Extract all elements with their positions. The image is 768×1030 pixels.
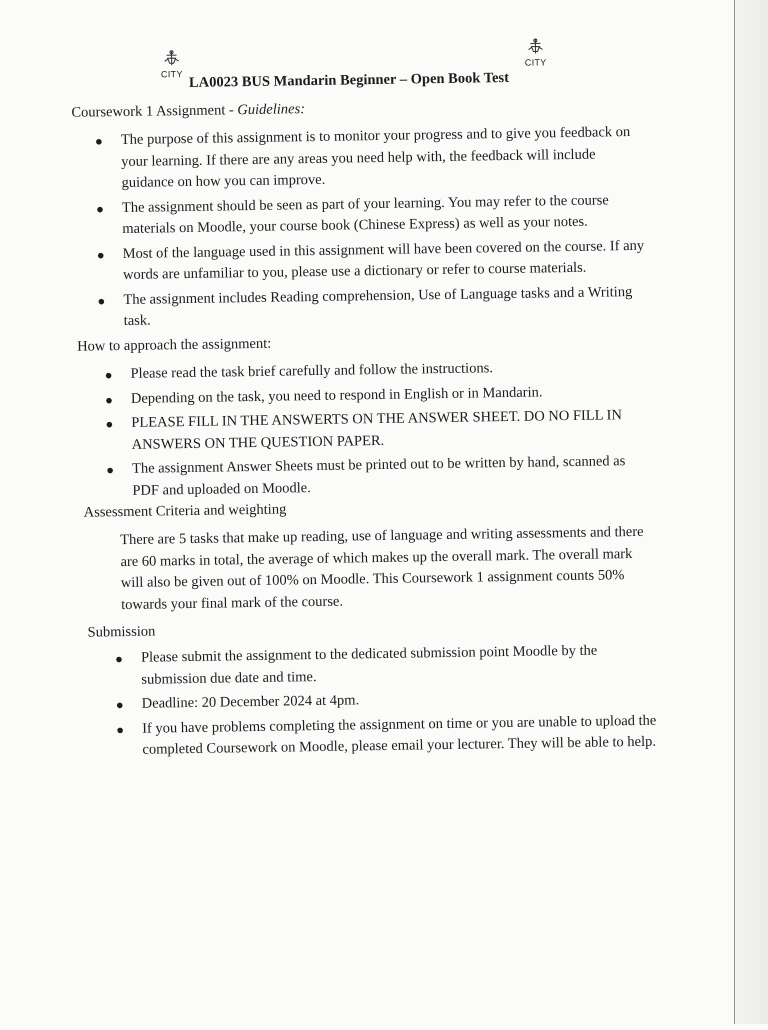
logo-text: CITY [524,57,547,68]
assessment-paragraph: There are 5 tasks that make up reading, use of language and writing assessments and there are 60 marks in total, the average of which makes up the overall mark. The overall mark will also be given out of 100% on Moodle. This Coursework 1 assignment counts 50% towards your final mark of the course. [120,523,644,613]
list-item-text: Deadline: 20 December 2024 at 4pm. [141,692,360,712]
city-logo-left [158,49,185,83]
bullet-icon: ● [96,246,105,262]
list-item [112,640,661,692]
list-item-text: Depending on the task, you need to respond in English or in Mandarin. [130,383,543,407]
city-logo-right [522,37,549,71]
submission-heading: Submission [87,623,156,641]
approach-list [101,356,655,506]
list-item-text: If you have problems completing the assignment on time or you are unable to upload the completed Coursework on Moodle, please email your lecturer. They will be able to help. [142,712,657,758]
list-item-text: PLEASE FILL IN THE ANSWERTS ON THE ANSWER SHEET. DO NO FILL IN ANSWERS ON THE QUESTION PAPER. [131,407,623,453]
list-item [113,710,662,762]
bullet-icon: ● [106,462,115,478]
bullet-icon: ● [115,697,124,713]
list-item-text: The assignment includes Reading comprehension, Use of Language tasks and a Writing task. [123,283,633,330]
list-item-text: The assignment should be seen as part of your learning. You may refer to the course materials on Moodle, your course book (Chinese Express) as well as your notes. [121,191,609,238]
crest-icon [158,49,184,69]
list-item-text: The assignment Answer Sheets must be printed out to be written by hand, scanned as PDF and uploaded on Moodle. [131,453,626,499]
bullet-icon: ● [104,391,113,407]
bullet-icon: ● [94,133,103,149]
list-item-text: Most of the language used in this assignment will have been covered on the course. If any words are unfamiliar to you, please use a dictionary or refer to course materials. [122,237,645,284]
bullet-icon: ● [114,651,124,667]
list-item-text: The purpose of this assignment is to monitor your progress and to give you feedback on your learning. If there are any areas you need help with, the feedback will include guidance on how you can improve. [120,124,631,192]
bullet-icon: ● [95,200,104,216]
approach-heading: How to approach the assignment: [77,335,272,355]
crest-icon [522,37,548,57]
list-item [92,122,649,195]
assessment-heading: Assessment Criteria and weighting [83,501,287,521]
guidelines-heading-italic: Guidelines: [237,101,306,119]
guidelines-heading [71,101,305,122]
list-item-text: Please read the task brief carefully and follow the instructions. [130,360,494,382]
list-item [94,235,651,287]
list-item [94,281,651,333]
list-item [93,189,650,241]
document-header [154,41,555,97]
bullet-icon: ● [105,416,114,432]
list-item [102,405,655,457]
logo-text: CITY [160,69,183,80]
bullet-icon: ● [116,721,125,737]
list-item [103,451,656,503]
submission-list [112,640,662,765]
document-title: LA0023 BUS Mandarin Beginner – Open Book Test [188,69,510,91]
guidelines-list [92,122,651,336]
guidelines-heading-prefix: Coursework 1 Assignment - [71,102,238,121]
bullet-icon: ● [97,292,106,308]
list-item-text: Please submit the assignment to the dedicated submission point Moodle by the submission due date and time. [140,642,598,688]
bullet-icon: ● [104,367,113,383]
